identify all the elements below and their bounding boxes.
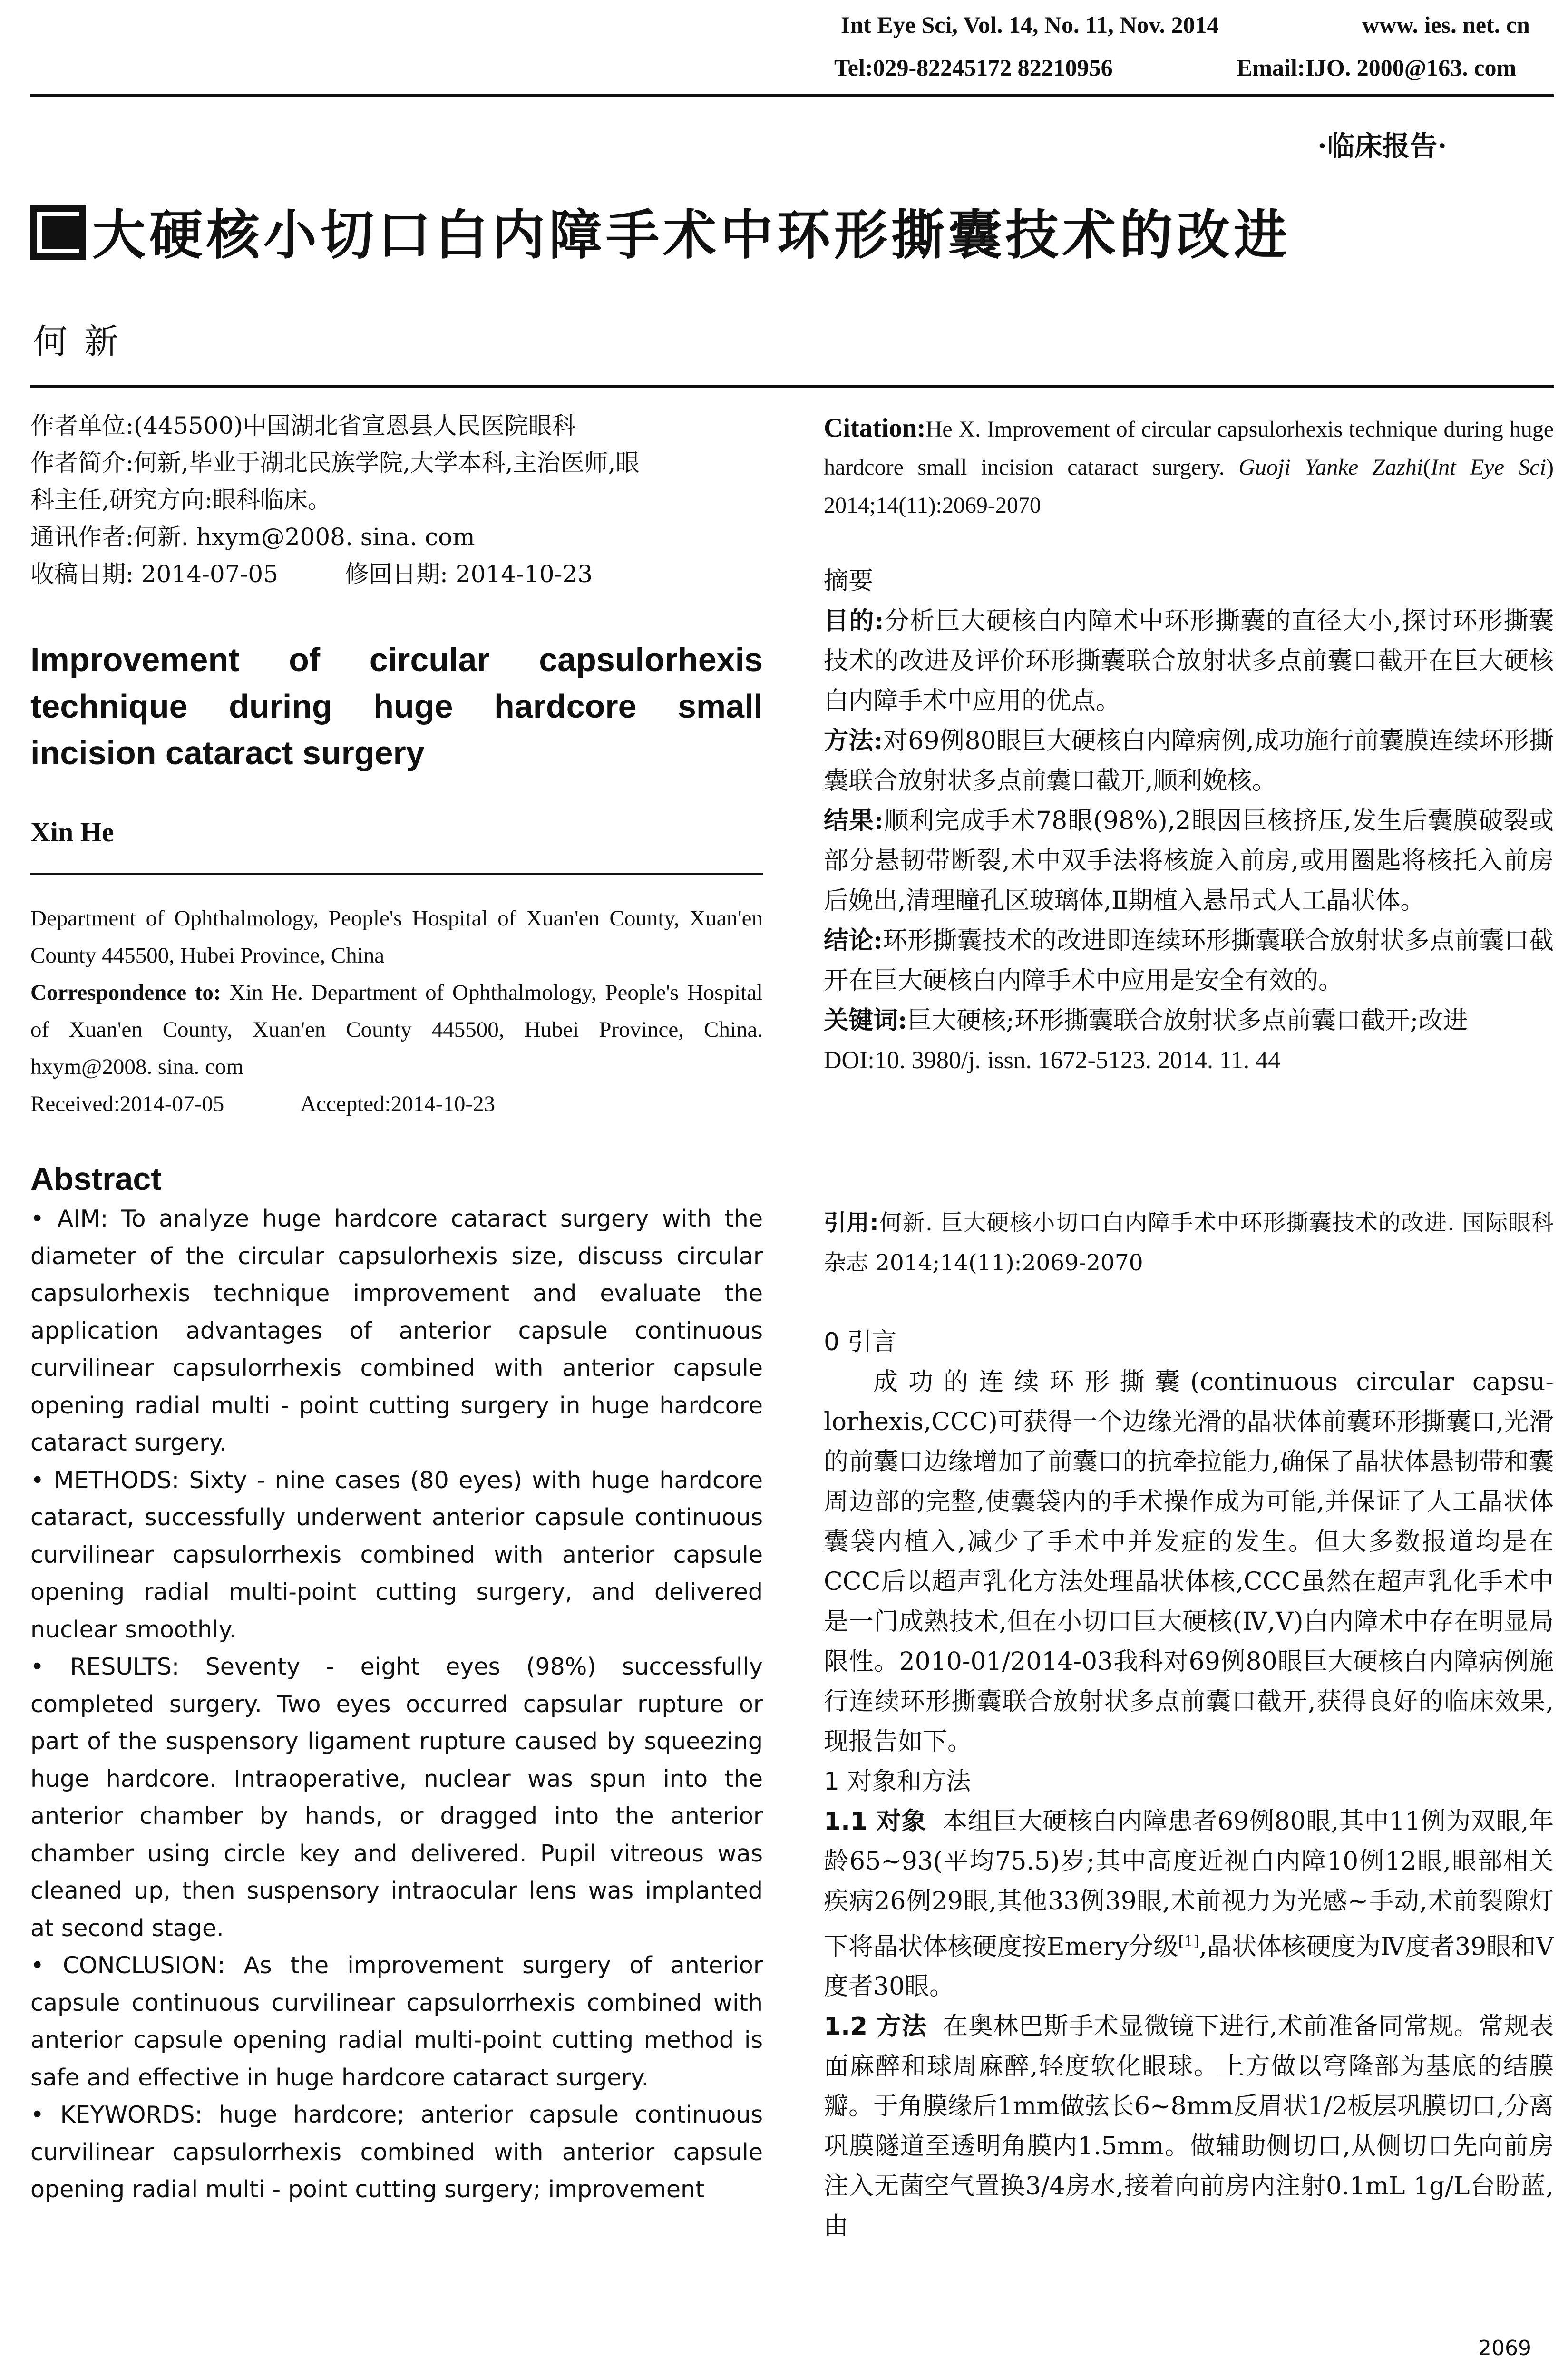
abstract-cn-results: [824, 801, 1554, 921]
title-cn-text: 大硬核小切口白内障手术中环形撕囊技术的改进: [92, 204, 1291, 266]
results-cn-label: 结果:: [824, 806, 884, 835]
title-rule: [30, 385, 1554, 388]
journal-logo-icon: [30, 205, 86, 260]
abstract-en: [30, 1160, 763, 2209]
journal-citation-header: Int Eye Sci, Vol. 14, No. 11, Nov. 2014: [841, 11, 1219, 38]
abstract-cn-conclusion: [824, 921, 1554, 1001]
accepted-en: Accepted:2014-10-23: [300, 1091, 496, 1116]
author-en-rule: [30, 873, 763, 875]
received-en: Received:2014-07-05: [30, 1091, 224, 1116]
section-1-2-text: 在奥林巴斯手术显微镜下进行,术前准备同常规。常规表面麻醉和球周麻醉,轻度软化眼球。上方做以穹隆部为基底的结膜瓣。于角膜缘后1mm做弦长6~8mm反眉状1/2板层巩膜切口,分离巩膜隧道至透明角膜内1.5mm。做辅助侧切口,从侧切口先向前房注入无菌空气置换3/4房水,接着向前房内注射0.1mL 1g/L台盼蓝,由: [824, 2012, 1554, 2241]
citation-journal-en: Int Eye Sci: [1431, 455, 1547, 480]
keywords-cn-text: 巨大硬核;环形撕囊联合放射状多点前囊口截开;改进: [907, 1006, 1468, 1035]
conclusion-cn-label: 结论:: [824, 926, 883, 955]
correspondent-cn: 通讯作者:何新. hxym@2008. sina. com: [30, 523, 475, 551]
author-intro-2: 科主任,研究方向:眼科临床。: [30, 486, 331, 514]
section-1-1-text-a: 本组巨大硬核白内障患者69例80眼,其中11例为双眼,年龄65~93(平均75.5)岁;其中高度近视白内障10例12眼,眼部相关疾病26例29眼,其他33例39眼,术前视力为光感~手动,术前裂隙灯下将晶状体核硬度按Emery分级: [824, 1807, 1554, 1961]
section-1-2: [824, 2007, 1554, 2246]
citation-label: Citation:: [824, 413, 926, 443]
abstract-cn-aim: [824, 601, 1554, 721]
received-cn: 收稿日期: 2014-07-05: [30, 560, 279, 588]
aim-cn-text: 分析巨大硬核白内障术中环形撕囊的直径大小,探讨环形撕囊技术的改进及评价环形撕囊联合放射状多点前囊口截开在巨大硬核白内障手术中应用的优点。: [824, 607, 1554, 715]
revised-cn: 修回日期: 2014-10-23: [345, 560, 593, 588]
section-1-heading: 1 对象和方法: [824, 1767, 971, 1796]
section-1-1-text-b: ,晶状体核硬度为Ⅳ度者39眼和Ⅴ度者30眼。: [824, 1932, 1554, 2001]
section-label: ·临床报告·: [1317, 130, 1447, 162]
citation-journal: Guoji Yanke Zazhi: [1238, 455, 1423, 480]
citation-en: Citation:He X. Improvement of circular capsulorhexis technique during huge hardcore small incision cataract surgery. Guoji Yanke Zazhi(Int Eye Sci) 2014;14(11):2069-2070: [824, 413, 1554, 518]
abstract-results: • RESULTS: Seventy - eight eyes (98%) successfully completed surgery. Two eyes occurred capsular rupture or part of the suspensory ligament rupture caused by squeezing huge hardcore. Intraoperative, nuclear was spun into the anterior chamber by hands, or dragged into the anterior chamber using circle key and delivered. Pupil vitreous was cleaned up, then suspensory intraocular lens was implanted at second stage.: [30, 1653, 763, 1942]
correspondence-label: Correspondence to:: [30, 980, 221, 1005]
author-en: Xin He: [30, 817, 114, 848]
header-rule: [30, 94, 1554, 97]
intro-heading: 0 引言: [824, 1328, 897, 1356]
author-unit: 作者单位:(445500)中国湖北省宣恩县人民医院眼科: [30, 412, 576, 439]
journal-tel: Tel:029-82245172 82210956: [834, 54, 1113, 81]
section-1-1-label: 1.1 对象: [824, 1807, 926, 1836]
citation-cn-text: 何新. 巨大硬核小切口白内障手术中环形撕囊技术的改进. 国际眼科杂志 2014;14(11):2069-2070: [824, 1210, 1554, 1276]
citation-cn-label: 引用:: [824, 1210, 879, 1236]
citation-tail: 2014;14(11):2069-2070: [824, 493, 1041, 518]
abstract-cn-heading: 摘要: [824, 567, 874, 595]
reference-1: [1]: [1178, 1933, 1199, 1950]
abstract-aim: • AIM: To analyze huge hardcore cataract surgery with the diameter of the circular capsulorhexis size, discuss circular capsulorhexis technique improvement and evaluate the application advantages of anterior capsule continuous curvilinear capsulorrhexis combined with anterior capsule opening radial multi - point cutting surgery in huge hardcore cataract surgery.: [30, 1205, 763, 1456]
author-en-block: [30, 816, 763, 848]
abstract-methods: • METHODS: Sixty - nine cases (80 eyes) with huge hardcore cataract, successfully underwent anterior capsule continuous curvilinear capsulorrhexis combined with anterior capsule opening radial multi-point cutting surgery, and delivered nuclear smoothly.: [30, 1466, 763, 1643]
intro-paragraph: 成功的连续环形撕囊(continuous circular capsu-lorhexis,CCC)可获得一个边缘光滑的晶状体前囊环形撕囊口,光滑的前囊口边缘增加了前囊口的抗牵拉能力,确保了晶状体悬韧带和囊周边部的完整,使囊袋内的手术操作成为可能,并保证了人工晶状体囊袋内植入,减少了手术中并发症的发生。但大多数报道均是在CCC后以超声乳化方法处理晶状体核,CCC虽然在超声乳化手术中是一门成熟技术,但在小切口巨大硬核(Ⅳ,Ⅴ)白内障术中存在明显局限性。2010-01/2014-03我科对69例80眼巨大硬核白内障病例施行连续环形撕囊联合放射状多点前囊口截开,获得良好的临床效果,现报告如下。: [824, 1368, 1554, 1756]
abstract-cn: [824, 561, 1554, 1081]
title-en-block: [30, 636, 763, 776]
department-block: [30, 900, 763, 1122]
keywords-cn-label: 关键词:: [824, 1006, 907, 1035]
article-title-en: Improvement of circular capsulorhexis technique during huge hardcore small incision cataract surgery: [30, 641, 763, 771]
doi: DOI:10. 3980/j. issn. 1672-5123. 2014. 11. 44: [824, 1047, 1281, 1074]
section-1-1: [824, 1802, 1554, 2007]
author-intro-1: 作者简介:何新,毕业于湖北民族学院,大学本科,主治医师,眼: [30, 449, 640, 477]
abstract-cn-methods: [824, 721, 1554, 801]
dates-cn: [30, 555, 763, 593]
body-text: [824, 1322, 1554, 2246]
article-title-cn: [30, 200, 1291, 271]
methods-cn-text: 对69例80眼巨大硬核白内障病例,成功施行前囊膜连续环形撕囊联合放射状多点前囊口截开,顺利娩核。: [824, 727, 1554, 795]
section-1-2-label: 1.2 方法: [824, 2012, 927, 2041]
methods-cn-label: 方法:: [824, 726, 883, 755]
page-number: 2069: [1478, 2336, 1531, 2360]
dates-en: [30, 1085, 763, 1122]
abstract-cn-keywords: [824, 1001, 1554, 1041]
citation-text: He X. Improvement of circular capsulorhexis technique during huge hardcore small incision cataract surgery.: [824, 417, 1554, 480]
journal-email: Email:IJO. 2000@163. com: [1237, 54, 1517, 81]
citation-cn: [824, 1203, 1554, 1283]
abstract-conclusion: • CONCLUSION: As the improvement surgery of anterior capsule continuous curvilinear capsulorrhexis combined with anterior capsule opening radial multi-point cutting method is safe and effective in huge hardcore cataract surgery.: [30, 1952, 763, 2091]
author-cn: 何 新: [33, 321, 121, 361]
author-info: [30, 407, 763, 593]
abstract-keywords: • KEYWORDS: huge hardcore; anterior capsule continuous curvilinear capsulorrhexis combined with anterior capsule opening radial multi - point cutting surgery; improvement: [30, 2101, 763, 2203]
journal-website: www. ies. net. cn: [1362, 11, 1530, 38]
conclusion-cn-text: 环形撕囊技术的改进即连续环形撕囊联合放射状多点前囊口截开在巨大硬核白内障手术中应用是安全有效的。: [824, 926, 1554, 995]
correspondence-text: Xin He. Department of Ophthalmology, People's Hospital of Xuan'en County, Xuan'en County 445500, Hubei Province, China. hxym@2008. sina. com: [30, 980, 763, 1079]
aim-cn-label: 目的:: [824, 606, 884, 635]
results-cn-text: 顺利完成手术78眼(98%),2眼因巨核挤压,发生后囊膜破裂或部分悬韧带断裂,术中双手法将核旋入前房,或用圈匙将核托入前房后娩出,清理瞳孔区玻璃体,Ⅱ期植入悬吊式人工晶状体。: [824, 807, 1554, 915]
affiliation: Department of Ophthalmology, People's Hospital of Xuan'en County, Xuan'en County 445500, Hubei Province, China: [30, 906, 763, 968]
abstract-heading: Abstract: [30, 1161, 162, 1197]
correspondence-en: [30, 974, 763, 1085]
